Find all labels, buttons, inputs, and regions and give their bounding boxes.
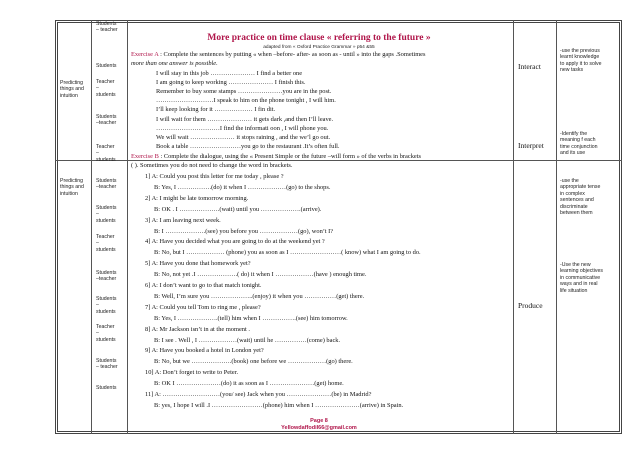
exercise-b-question: 1] A: Could you post this letter for me today , please ? — [145, 173, 284, 180]
interaction-cell: Students – students — [96, 296, 117, 315]
exercise-a-instruction-cont: more than one answer is possible. — [131, 60, 218, 67]
exercise-b-answer: B: I ……………….(see) you before you ………………(go), won’t I? — [154, 227, 334, 235]
exercise-a-item: Book a table ……………………you go to the restaurant .It’s often full. — [156, 142, 340, 150]
interaction-cell: Students –teacher — [96, 114, 117, 127]
exercise-a-item: I am going to keep working ………………… I finish this. — [156, 79, 306, 87]
exercise-b-answer: B: No, not yet .I ……………….( do) it when I ………………(have ) enough time. — [154, 271, 367, 279]
exercise-b-question: 6] A: I don’t want to go to that match tonight. — [145, 282, 262, 289]
interaction-cell: Teacher – students — [96, 324, 116, 343]
interaction-cell: Students –teacher — [96, 270, 117, 283]
exercise-b-answer: B: OK . I ……………….(wait) until you ……………….(arrive). — [154, 205, 322, 213]
stage-label-predicting-2: Predicting things and intuition — [60, 178, 84, 197]
exercise-b-question: 7] A: Could you tell Tom to ring me , please? — [145, 303, 261, 311]
exercise-b-answer: B: Well, I’m sure you ………………..(enjoy) it when you ……………(get) there. — [154, 292, 365, 300]
exercise-b-question: 4] A: Have you decided what you are going to do at the weekend yet ? — [145, 238, 325, 246]
exercise-b-question: 9] A: Have you booked a hotel in London yet? — [145, 347, 264, 355]
column-divider — [127, 20, 128, 434]
exercise-b-question: 10] A: Don’t forget to write to Peter. — [145, 369, 239, 377]
exercise-b-answer: B: No, but we ……………….(book) one before we ………………(go) there. — [154, 358, 353, 366]
exercise-b-question: 11] A: ………………………(you/ see) Jack when you …………………(be) in Madrid? — [145, 391, 372, 398]
worksheet-frame — [55, 20, 622, 434]
exercise-b-instruction-cont: ( ). Sometimes you do not need to change the word in brackets. — [131, 162, 293, 169]
exercise-a-item: Remember to buy some stamps …………………you are in the post. — [156, 88, 332, 96]
column-divider — [513, 20, 514, 434]
objective-2: -Identify the meaning f each time conjunction and its use — [560, 131, 598, 157]
exercise-b-answer: B: I see . Well , I ………………(wait) until he ……………(come) back. — [154, 336, 341, 344]
page-number: Page 8 — [310, 418, 328, 424]
interaction-cell: Students — [96, 63, 117, 69]
exercise-b-instruction: Exercise B : Complete the dialogue, using the « Present Simple or the future –will form » of the verbs in brackets — [131, 153, 422, 160]
objective-3: -use the appropriate tense in complex sentences and discriminate between them — [560, 178, 601, 217]
column-divider — [91, 20, 92, 434]
objective-1: -use the previous learnt knowledge to apply it to solve new tasks — [560, 48, 602, 74]
exercise-b-question: 3] A: I am leaving next week. — [145, 216, 221, 224]
interaction-cell: Teacher – students — [96, 144, 116, 163]
exercise-a-instruction: Exercise A : Complete the sentences by putting « when –before- after- as soon as - until » into the gaps .Sometimes — [131, 51, 426, 58]
exercise-b-question: 2] A: I might be late tomorrow morning. — [145, 194, 249, 202]
objective-4: -Use the new learning objectives in communicative ways and in real life situation — [560, 262, 603, 294]
exercise-a-item: ………………………I speak to him on the phone tonight , I will him. — [156, 97, 336, 105]
interaction-cell: Students – teacher — [96, 21, 118, 34]
exercise-b-answer: B: yes, I hope I will .I ……………………(phone) him when I …………………(arrive) in Spain. — [154, 401, 404, 409]
stage-produce: Produce — [518, 301, 543, 310]
interaction-cell: Teacher – students — [96, 234, 116, 253]
stage-interpret: Interpret — [518, 141, 544, 150]
page-title: More practice on time clause « referring to the future » — [207, 33, 431, 43]
exercise-b-answer: B: No, but I ……………… (phone) you as soon as I ……………………( know) what I am going to do. — [154, 249, 421, 257]
author-email: Yellowdaffodil66@gmail.com — [281, 425, 357, 431]
exercise-b-label: Exercise B — [131, 153, 159, 160]
stage-interact: Interact — [518, 62, 541, 71]
exercise-b-answer: B: Yes, I …………….(do) it when I ………………(go) to the shops. — [154, 183, 331, 191]
column-divider — [556, 20, 557, 434]
exercise-b-question: 5] A: Have you done that homework yet? — [145, 260, 251, 268]
interaction-cell: Students –teacher — [96, 178, 117, 191]
exercise-a-item: I will wait for them ………………… it gets dark ,and then I’ll leave. — [156, 115, 334, 123]
exercise-a-item: We will wait ………………… it stops raining , and the we’l go out. — [156, 133, 331, 141]
interaction-cell: Students – teacher — [96, 358, 118, 371]
exercise-b-question: 8] A: Mr Jackson isn’t in at the moment . — [145, 325, 250, 333]
stage-label-predicting-1: Predicting things and intuition — [60, 80, 84, 99]
exercise-a-item: I will stay in this job ………………… I find a better one — [156, 70, 303, 77]
interaction-cell: Teacher – students — [96, 79, 116, 98]
interaction-cell: Students — [96, 385, 117, 391]
exercise-b-answer: B: OK I …………………(do) it as soon as I …………………(get) home. — [154, 380, 344, 388]
exercise-a-item: I’ll keep looking for it ……………… I fin dit. — [156, 106, 276, 114]
exercise-a-label: Exercise A — [131, 51, 159, 58]
exercise-b-answer: B: Yes, I ……………….(tell) him when I …………….(see) him tomorrow. — [154, 314, 348, 322]
source-note: adapted from « Oxford Practice Grammar » p54 &55 — [263, 45, 375, 50]
exercise-a-item: …………………………I find the informati oon , I will phone you. — [156, 124, 329, 132]
interaction-cell: Students – students — [96, 205, 117, 224]
